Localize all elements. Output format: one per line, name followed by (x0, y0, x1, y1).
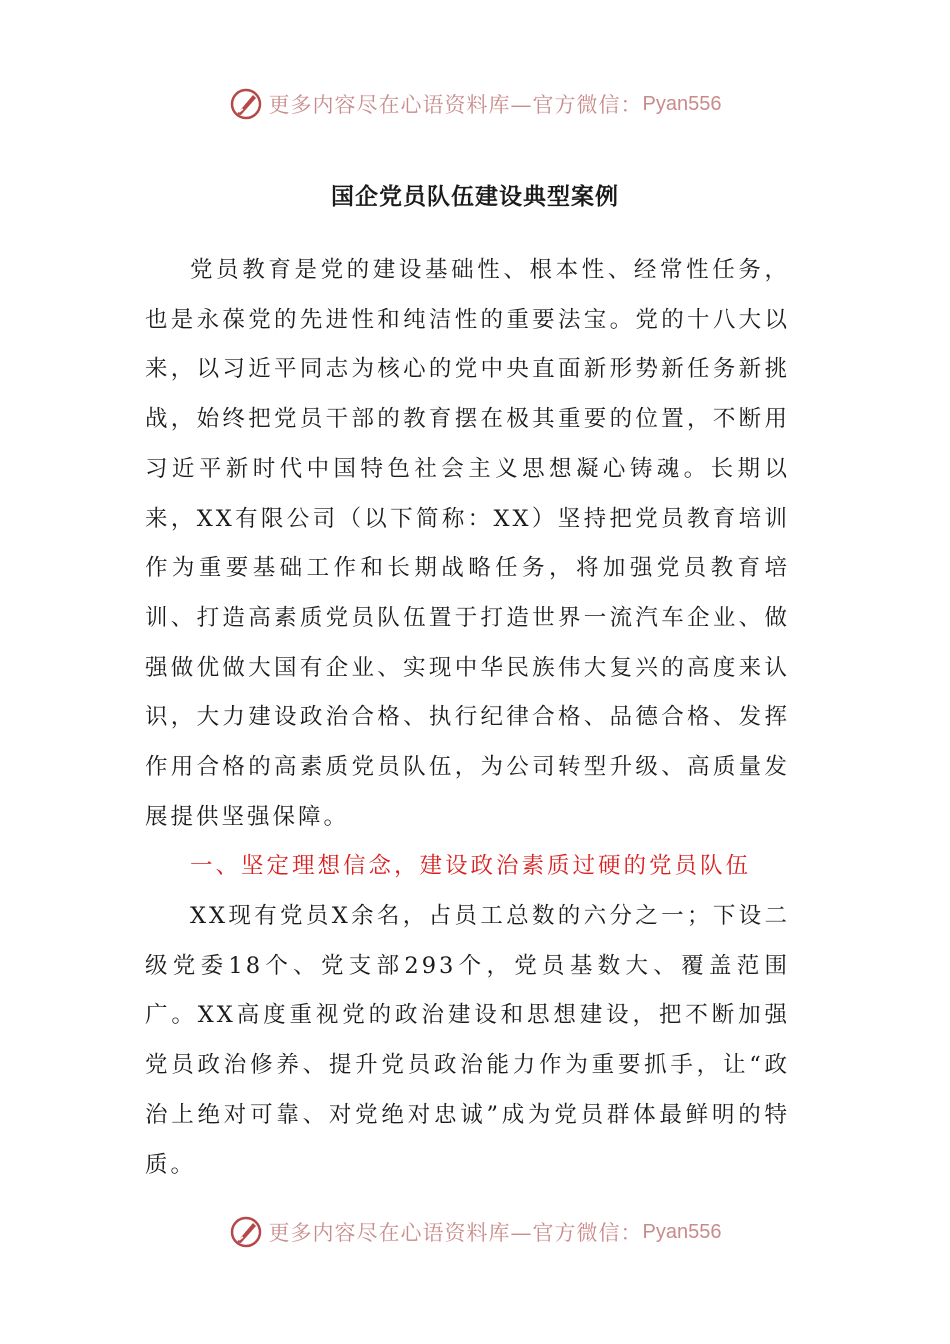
footer-watermark (0, 1212, 950, 1252)
watermark-text: 更多内容尽在心语资料库—官方微信： (268, 93, 643, 117)
paragraph-intro: 党员教育是党的建设基础性、根本性、经常性任务，也是永葆党的先进性和纯洁性的重要法宝。党的十八大以来，以习近平同志为核心的党中央直面新形势新任务新挑战，始终把党员干部的教育摆在极其重要的位置，不断用习近平新时代中国特色社会主义思想凝心铸魂。长期以来，XX有限公司（以下简称：XX）坚持把党员教育培训作为重要基础工作和长期战略任务，将加强党员教育培训、打造高素质党员队伍置于打造世界一流汽车企业、做强做优做大国有企业、实现中华民族伟大复兴的高度来认识，大力建设政治合格、执行纪律合格、品德合格、发挥作用合格的高素质党员队伍，为公司转型升级、高质量发展提供坚强保障。 (145, 257, 790, 830)
watermark-wechat-id: Pyan556 (642, 92, 722, 115)
section-heading-1: 一、坚定理想信念，建设政治素质过硬的党员队伍 (190, 853, 752, 879)
paragraph-section-1: XX现有党员X余名，占员工总数的六分之一；下设二级党委18个、党支部293个，党员基数大、覆盖范围广。XX高度重视党的政治建设和思想建设，把不断加强党员政治修养、提升党员政治能力作为重要抓手，让“政治上绝对可靠、对党绝对忠诚”成为党员群体最鲜明的特质。 (145, 903, 790, 1178)
document-title: 国企党员队伍建设典型案例 (331, 183, 619, 210)
watermark-wechat-id: Pyan556 (642, 1220, 722, 1243)
watermark-text: 更多内容尽在心语资料库—官方微信： (268, 1221, 643, 1245)
quill-logo-icon (229, 1215, 263, 1249)
header-watermark (0, 84, 950, 124)
quill-logo-icon (229, 87, 263, 121)
